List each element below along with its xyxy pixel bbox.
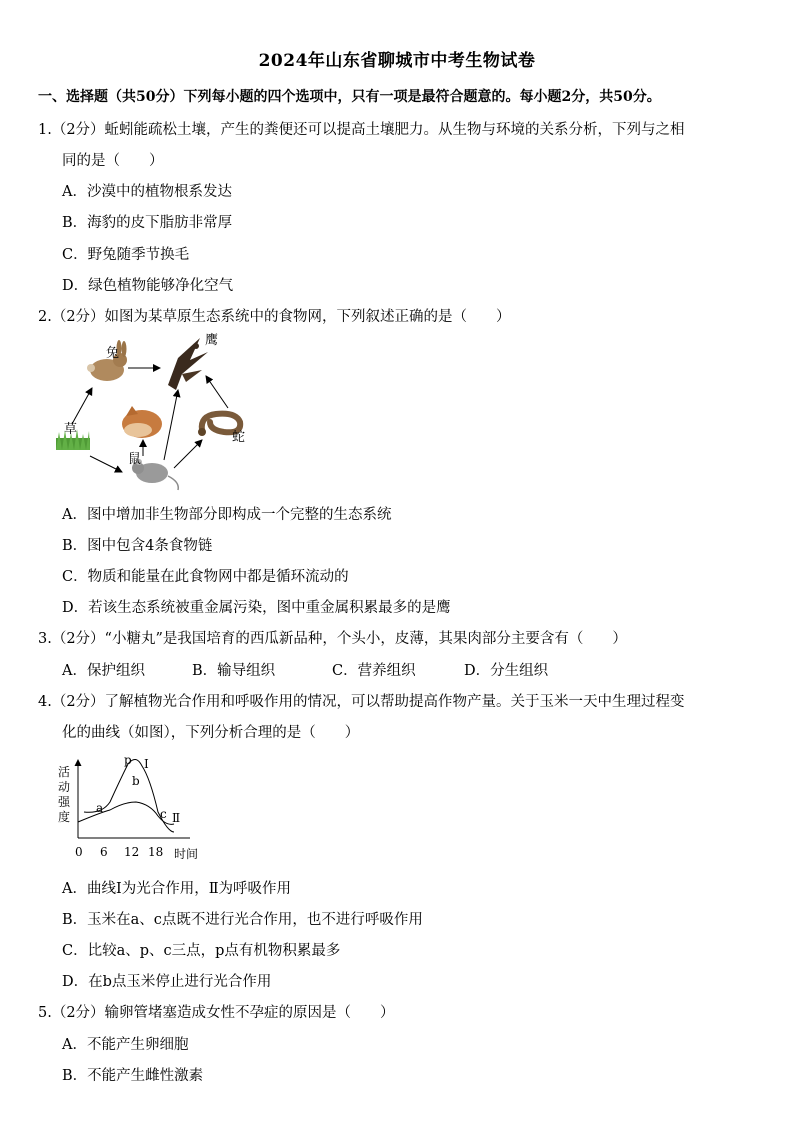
q4-stem-line2: 化的曲线（如图），下列分析合理的是（ ） <box>62 725 360 741</box>
q1-stem-line2: 同的是（ ） <box>62 153 164 169</box>
y-label-char-1: 活 <box>58 765 71 779</box>
q2-option-d: D．若该生态系统被重金属污染，图中重金属积累最多的是鹰 <box>62 600 451 616</box>
y-label-char-3: 强 <box>58 795 71 809</box>
q3-option-c: C．营养组织 <box>332 663 416 679</box>
page-title: 2024年山东省聊城市中考生物试卷 <box>258 51 536 71</box>
q5-stem: 5.（2分）输卵管堵塞造成女性不孕症的原因是（ ） <box>38 1005 395 1021</box>
x-tick-0: 0 <box>75 845 83 859</box>
food-web-figure <box>50 330 270 495</box>
y-label-char-2: 动 <box>58 780 71 794</box>
q4-option-c: C．比较a、p、c三点，p点有机物积累最多 <box>62 943 341 959</box>
arrow-grass-rabbit <box>72 388 92 424</box>
y-label-char-4: 度 <box>58 810 71 824</box>
q1-stem-line1: 1.（2分）蚯蚓能疏松土壤，产生的粪便还可以提高土壤肥力。从生物与环境的关系分析，下列与之相 <box>38 122 685 138</box>
q3-option-a: A．保护组织 <box>62 663 145 679</box>
q4-stem-line1: 4.（2分）了解植物光合作用和呼吸作用的情况，可以帮助提高作物产量。关于玉米一天中生理过程变 <box>38 694 685 710</box>
arrow-snake-eagle <box>206 376 228 408</box>
q2-option-b: B．图中包含4条食物链 <box>62 538 213 554</box>
x-tick-6: 6 <box>100 845 108 859</box>
point-c-label: c <box>160 807 167 821</box>
label-rabbit: 兔 <box>106 346 120 361</box>
q4-option-b: B．玉米在a、c点既不进行光合作用，也不进行呼吸作用 <box>62 912 423 928</box>
arrow-mouse-eagle <box>164 390 178 460</box>
fox-icon <box>122 406 162 438</box>
x-tick-12: 12 <box>124 845 140 859</box>
q3-options <box>62 659 548 680</box>
q4-option-a: A．曲线Ⅰ为光合作用，Ⅱ为呼吸作用 <box>62 881 292 897</box>
section-heading: 一、选择题（共50分）下列每小题的四个选项中，只有一项是最符合题意的。每小题2分，共50分。 <box>38 89 661 105</box>
x-axis-label: 时间 <box>174 847 199 861</box>
x-tick-18: 18 <box>148 845 164 859</box>
point-b-label: b <box>132 774 140 788</box>
arrow-grass-mouse <box>90 456 122 472</box>
activity-curve-figure <box>54 750 214 864</box>
q5-option-a: A．不能产生卵细胞 <box>62 1037 189 1053</box>
q2-option-c: C．物质和能量在此食物网中都是循环流动的 <box>62 569 349 585</box>
eagle-icon <box>168 338 208 390</box>
arrow-mouse-snake <box>174 440 202 468</box>
point-p-label: p <box>124 753 132 767</box>
q1-option-d: D．绿色植物能够净化空气 <box>62 278 234 294</box>
q4-option-d: D．在b点玉米停止进行光合作用 <box>62 974 272 990</box>
q3-stem: 3.（2分）“小糖丸”是我国培育的西瓜新品种，个头小，皮薄，其果肉部分主要含有（ ） <box>38 631 627 647</box>
q3-option-b: B．输导组织 <box>192 663 276 679</box>
curve-1-label: Ⅰ <box>144 757 149 771</box>
curve-1 <box>84 759 174 832</box>
label-eagle: 鹰 <box>205 333 219 348</box>
q5-option-b: B．不能产生雌性激素 <box>62 1068 204 1084</box>
q3-option-d: D．分生组织 <box>464 663 549 679</box>
label-mouse: 鼠 <box>128 452 142 467</box>
curve-2-label: Ⅱ <box>172 811 181 825</box>
q2-option-a: A．图中增加非生物部分即构成一个完整的生态系统 <box>62 507 392 523</box>
q1-option-c: C．野兔随季节换毛 <box>62 247 190 263</box>
point-a-label: a <box>96 801 104 815</box>
q2-stem: 2.（2分）如图为某草原生态系统中的食物网，下列叙述正确的是（ ） <box>38 309 511 325</box>
label-grass: 草 <box>64 422 78 437</box>
q1-option-b: B．海豹的皮下脂肪非常厚 <box>62 215 233 231</box>
q1-option-a: A．沙漠中的植物根系发达 <box>62 184 232 200</box>
label-snake: 蛇 <box>232 430 246 445</box>
